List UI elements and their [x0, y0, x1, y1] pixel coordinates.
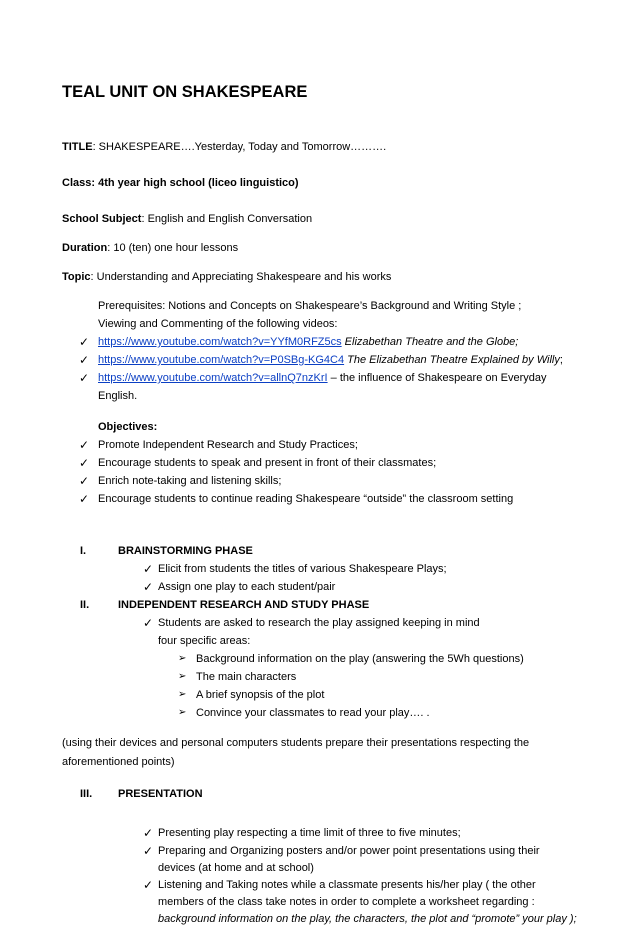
- phase-2-heading: INDEPENDENT RESEARCH AND STUDY PHASE: [118, 599, 370, 611]
- phase-1-numeral: I.: [80, 545, 87, 557]
- checkmark-icon: ✓: [143, 562, 154, 576]
- objective-item: Promote Independent Research and Study Practices;: [98, 439, 358, 451]
- checkmark-icon: ✓: [143, 826, 154, 840]
- checkmark-icon: ✓: [79, 492, 90, 506]
- checkmark-icon: ✓: [143, 844, 154, 858]
- checkmark-icon: ✓: [79, 353, 90, 367]
- phase-3-item-2-line-1: Preparing and Organizing posters and/or power point presentations using their: [158, 845, 540, 857]
- phase-2-subitem: Convince your classmates to read your play…. .: [196, 707, 430, 719]
- phase-3-item-3-line-3: background information on the play, the characters, the plot and “promote” your play );: [158, 913, 577, 925]
- checkmark-icon: ✓: [143, 616, 154, 630]
- phase-3-item-3-line-2: members of the class take notes in order to complete a worksheet regarding :: [158, 896, 535, 908]
- video-desc-2: The Elizabethan Theatre Explained by Willy: [344, 354, 560, 366]
- topic-label: Topic: [62, 271, 91, 283]
- objectives-heading: [98, 420, 157, 434]
- topic-line: [62, 270, 391, 284]
- phase-3-numeral: III.: [80, 788, 93, 800]
- checkmark-icon: ✓: [79, 335, 90, 349]
- class-line: [62, 176, 299, 190]
- title-label: TITLE: [62, 141, 93, 153]
- checkmark-icon: ✓: [79, 456, 90, 470]
- title-line: [62, 140, 386, 154]
- objective-item: Enrich note-taking and listening skills;: [98, 475, 282, 487]
- phase-2-subitem: A brief synopsis of the plot: [196, 689, 325, 701]
- subject-label: School Subject: [62, 213, 142, 225]
- subject-line: [62, 212, 312, 226]
- note-line-1: (using their devices and personal computers students prepare their presentations respecting the: [62, 737, 530, 749]
- objective-item: Encourage students to speak and present in front of their classmates;: [98, 457, 437, 469]
- checkmark-icon: ✓: [79, 371, 90, 385]
- video-tail-2: ;: [559, 354, 563, 366]
- checkmark-icon: ✓: [79, 438, 90, 452]
- prereq-line-1: Prerequisites: Notions and Concepts on Shakespeare’s Background and Writing Style ;: [98, 300, 522, 312]
- checkmark-icon: ✓: [143, 878, 154, 892]
- phase-3-item-3-line-1: Listening and Taking notes while a classmate presents his/her play ( the other: [158, 879, 536, 891]
- phase-2-item-line-2: four specific areas:: [158, 635, 251, 647]
- subject-value: : English and English Conversation: [141, 213, 313, 225]
- objective-item: Encourage students to continue reading Shakespeare “outside” the classroom setting: [98, 493, 514, 505]
- phase-2-item-line-1: Students are asked to research the play assigned keeping in mind: [158, 617, 480, 629]
- phase-1-item: Elicit from students the titles of various Shakespeare Plays;: [158, 563, 447, 575]
- phase-2-numeral: II.: [80, 599, 90, 611]
- video-item-3-cont: English.: [98, 390, 138, 402]
- objectives-heading-text: Objectives:: [98, 421, 158, 433]
- class-text: Class: 4th year high school (liceo linguistico): [62, 177, 299, 189]
- phase-3-heading: PRESENTATION: [118, 788, 203, 800]
- video-link-1[interactable]: https://www.youtube.com/watch?v=YYfM0RFZ5cs: [98, 336, 342, 348]
- arrow-bullet-icon: ➢: [178, 689, 187, 700]
- topic-value: : Understanding and Appreciating Shakespeare and his works: [90, 271, 392, 283]
- duration-value: : 10 (ten) one hour lessons: [107, 242, 239, 254]
- phase-3-item-1: Presenting play respecting a time limit of three to five minutes;: [158, 827, 461, 839]
- arrow-bullet-icon: ➢: [178, 653, 187, 664]
- prereq-line-2: Viewing and Commenting of the following videos:: [98, 318, 338, 330]
- checkmark-icon: ✓: [143, 580, 154, 594]
- video-desc-1: Elizabethan Theatre and the Globe;: [341, 336, 519, 348]
- video-desc-3: – the influence of Shakespeare on Everyday: [327, 372, 547, 384]
- duration-line: [62, 241, 238, 255]
- video-item-3: [98, 371, 547, 385]
- arrow-bullet-icon: ➢: [178, 707, 187, 718]
- document-title: TEAL UNIT ON SHAKESPEARE: [62, 83, 308, 101]
- note-line-2: aforementioned points): [62, 756, 175, 768]
- checkmark-icon: ✓: [79, 474, 90, 488]
- video-link-3[interactable]: https://www.youtube.com/watch?v=allnQ7nzKrI: [98, 372, 328, 384]
- video-item-2: [98, 353, 563, 367]
- duration-label: Duration: [62, 242, 108, 254]
- arrow-bullet-icon: ➢: [178, 671, 187, 682]
- phase-3-item-2-line-2: devices (at home and at school): [158, 862, 314, 874]
- video-link-2[interactable]: https://www.youtube.com/watch?v=P0SBg-KG4C4: [98, 354, 345, 366]
- phase-1-heading: BRAINSTORMING PHASE: [118, 545, 253, 557]
- phase-2-subitem: The main characters: [196, 671, 297, 683]
- video-item-1: [98, 335, 518, 349]
- title-value: : SHAKESPEARE….Yesterday, Today and Tomorrow……….: [92, 141, 387, 153]
- phase-2-subitem: Background information on the play (answering the 5Wh questions): [196, 653, 524, 665]
- phase-1-item: Assign one play to each student/pair: [158, 581, 336, 593]
